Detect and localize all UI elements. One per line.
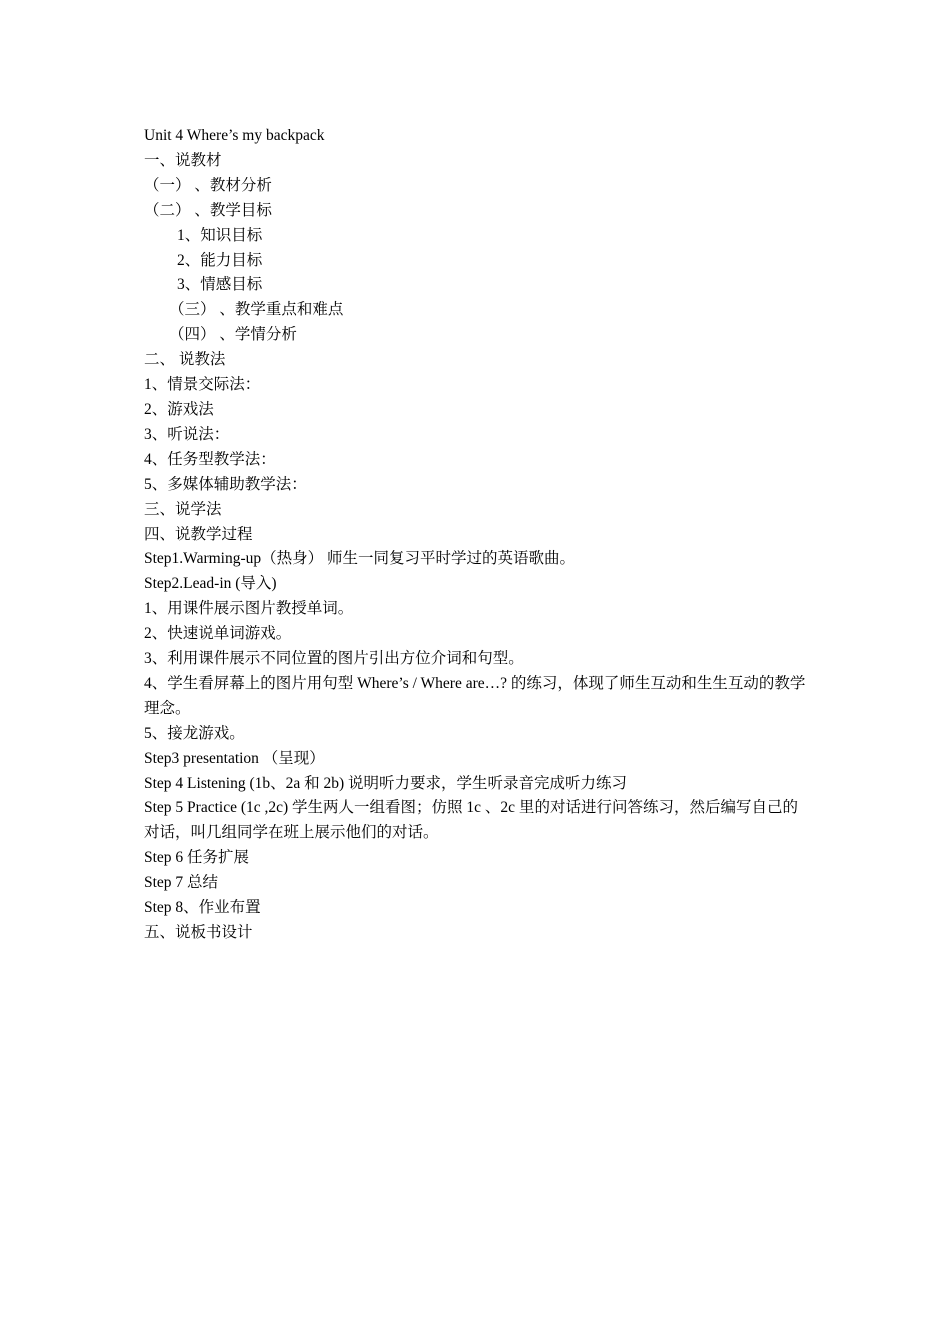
section-heading: 二、 说教法: [144, 351, 226, 369]
step-line: Step1.Warming-up（热身） 师生一同复习平时学过的英语歌曲。: [144, 550, 576, 568]
step-line: Step 6 任务扩展: [144, 849, 250, 867]
list-item: 2、快速说单词游戏。: [144, 625, 292, 643]
step-line: Step 4 Listening (1b、2a 和 2b) 说明听力要求，学生听录音完成听力练习: [144, 774, 628, 792]
subsection-heading: （三） 、教学重点和难点: [169, 301, 344, 319]
section-heading: 一、说教材: [144, 151, 222, 169]
subsection-heading: （四） 、学情分析: [169, 326, 297, 344]
list-item: 3、利用课件展示不同位置的图片引出方位介词和句型。: [144, 650, 524, 668]
document-title: Unit 4 Where’s my backpack: [144, 127, 325, 144]
list-item: 4、学生看屏幕上的图片用句型 Where’s / Where are…? 的练习，体现了师生互动和生生互动的教学理念。: [144, 674, 806, 717]
list-item: 4、任务型教学法：: [144, 450, 276, 468]
subsection-heading: （二） 、教学目标: [144, 201, 272, 219]
step-line: Step3 presentation （呈现）: [144, 749, 325, 767]
step-line: Step 8、作业布置: [144, 899, 261, 917]
list-item: 3、听说法：: [144, 425, 230, 443]
step-line: Step 7 总结: [144, 874, 219, 892]
list-item: 2、游戏法: [144, 400, 214, 418]
list-item: 5、多媒体辅助教学法：: [144, 475, 307, 493]
document-body: [144, 124, 812, 946]
list-item: 1、用课件展示图片教授单词。: [144, 600, 354, 618]
step-line: Step 5 Practice (1c ,2c) 学生两人一组看图；仿照 1c 、2c 里的对话进行问答练习，然后编写自己的对话，叫几组同学在班上展示他们的对话。: [144, 799, 798, 842]
subsection-heading: （一） 、教材分析: [144, 176, 272, 194]
step-line: Step2.Lead-in (导入): [144, 575, 277, 593]
list-item: 3、情感目标: [177, 276, 263, 294]
section-heading: 三、说学法: [144, 500, 222, 518]
list-item: 2、能力目标: [177, 251, 263, 269]
list-item: 1、情景交际法：: [144, 376, 261, 394]
section-heading: 五、说板书设计: [144, 924, 253, 941]
section-heading: 四、说教学过程: [144, 525, 253, 543]
list-item: 1、知识目标: [177, 226, 263, 244]
list-item: 5、接龙游戏。: [144, 724, 245, 742]
